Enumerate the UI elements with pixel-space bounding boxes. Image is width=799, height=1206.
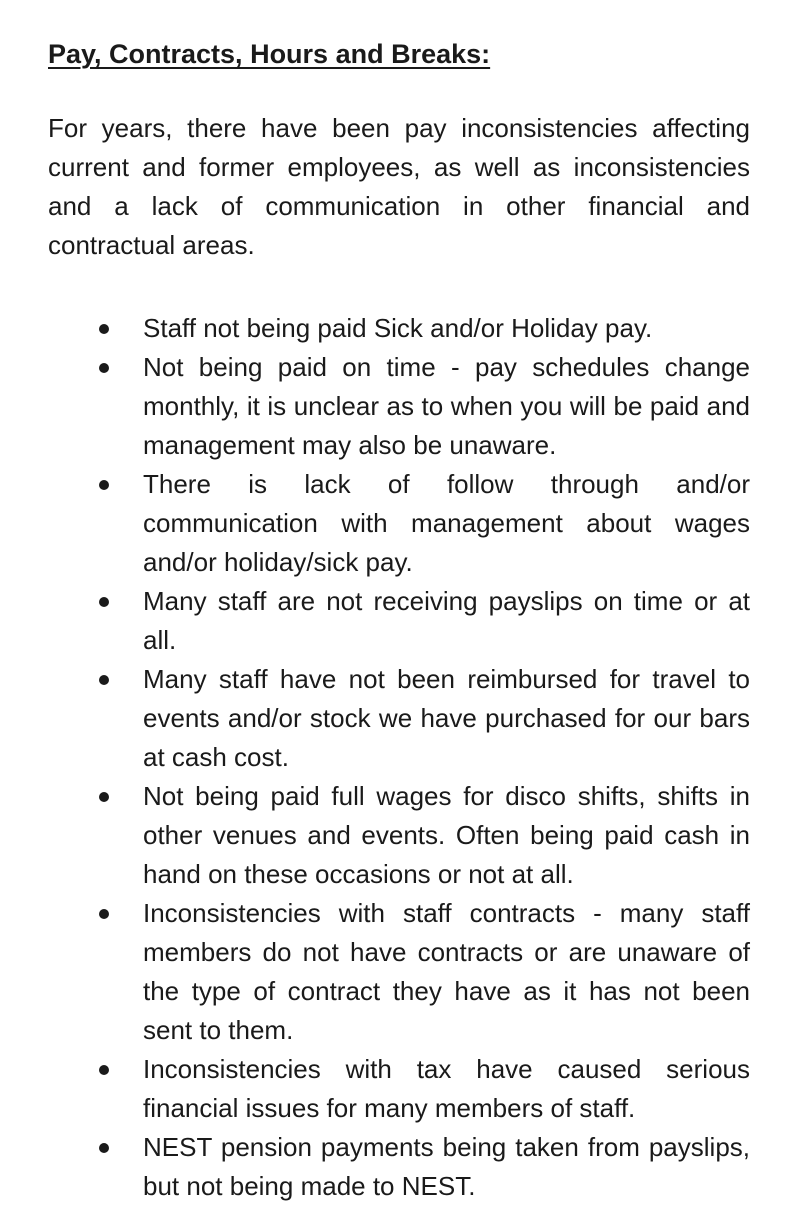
- list-item-text: Many staff have not been reimbursed for travel to events and/or stock we have purchased for our bars at cash cost.: [143, 664, 750, 772]
- document-page: [48, 36, 750, 1206]
- list-item-text: Inconsistencies with tax have caused serious financial issues for many members of staff.: [143, 1054, 750, 1123]
- list-item-text: Not being paid full wages for disco shifts, shifts in other venues and events. Often being paid cash in hand on these occasions or not at all.: [143, 781, 750, 889]
- list-item: [48, 465, 750, 582]
- list-item: [48, 348, 750, 465]
- list-item: [48, 777, 750, 894]
- list-item-text: There is lack of follow through and/or communication with management about wages and/or holiday/sick pay.: [143, 469, 750, 577]
- list-item-text: Many staff are not receiving payslips on time or at all.: [143, 586, 750, 655]
- list-item: [48, 582, 750, 660]
- bullet-dot-icon: [99, 324, 109, 334]
- bullet-dot-icon: [99, 1065, 109, 1075]
- list-item: [48, 1050, 750, 1128]
- list-item-text: Not being paid on time - pay schedules change monthly, it is unclear as to when you will be paid and management may also be unaware.: [143, 352, 750, 460]
- list-item: [48, 1128, 750, 1206]
- list-item-text: Inconsistencies with staff contracts - many staff members do not have contracts or are unaware of the type of contract they have as it has not been sent to them.: [143, 898, 750, 1045]
- bullet-list: [48, 309, 750, 1206]
- list-item-text: Staff not being paid Sick and/or Holiday pay.: [143, 313, 653, 343]
- list-item-text: NEST pension payments being taken from payslips, but not being made to NEST.: [143, 1132, 750, 1201]
- list-item: [48, 660, 750, 777]
- section-heading: Pay, Contracts, Hours and Breaks:: [48, 39, 491, 69]
- bullet-dot-icon: [99, 1143, 109, 1153]
- bullet-dot-icon: [99, 909, 109, 919]
- bullet-dot-icon: [99, 480, 109, 490]
- list-item: [48, 894, 750, 1050]
- bullet-dot-icon: [99, 792, 109, 802]
- intro-paragraph: For years, there have been pay inconsistencies affecting current and former employees, as well as inconsistencies and a lack of communication in other financial and contractual areas.: [48, 113, 750, 260]
- list-item: [48, 309, 750, 348]
- bullet-dot-icon: [99, 597, 109, 607]
- bullet-dot-icon: [99, 675, 109, 685]
- bullet-dot-icon: [99, 363, 109, 373]
